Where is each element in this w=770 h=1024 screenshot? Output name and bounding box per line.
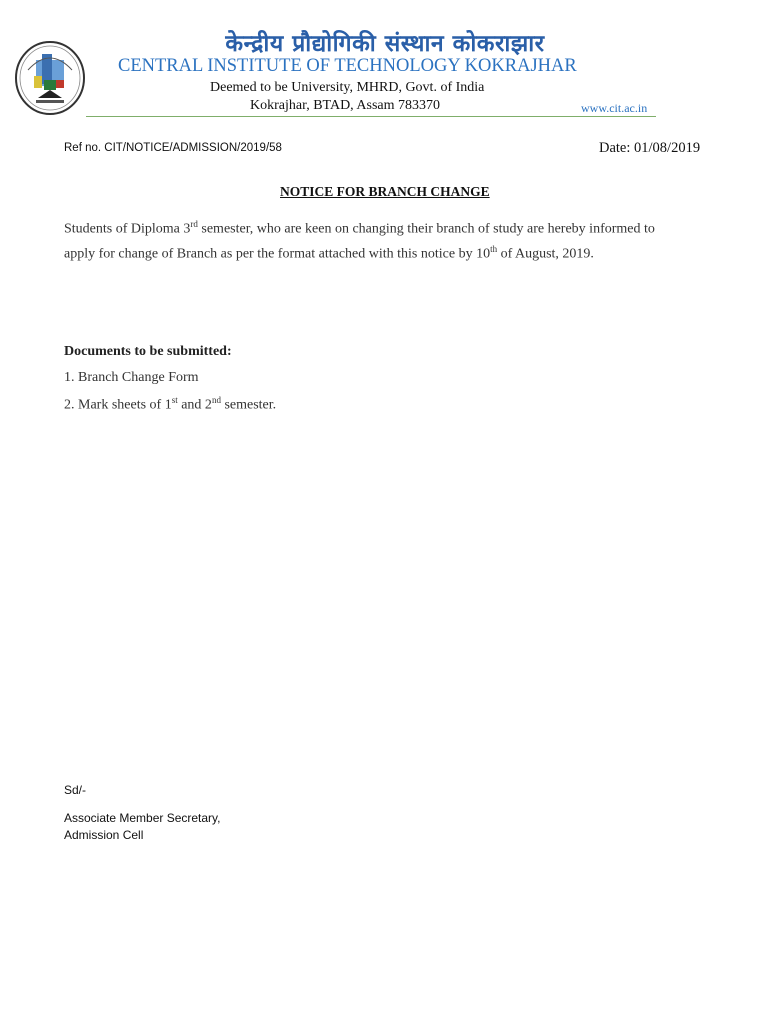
address-line: Kokrajhar, BTAD, Assam 783370	[250, 98, 441, 113]
document-item-1: 1. Branch Change Form	[64, 370, 199, 385]
signature-mark: Sd/-	[64, 783, 87, 797]
notice-body-line-2: apply for change of Branch as per the format attached with this notice by 10th of August, 2019.	[64, 244, 594, 262]
notice-date: Date: 01/08/2019	[599, 140, 701, 156]
affiliation-line: Deemed to be University, MHRD, Govt. of India	[210, 80, 485, 95]
header-divider	[86, 116, 656, 117]
reference-number: Ref no. CIT/NOTICE/ADMISSION/2019/58	[64, 142, 282, 154]
institute-name-hindi: केन्द्रीय प्रौद्योगिकी संस्थान कोकराझार	[225, 31, 545, 57]
website-link[interactable]: www.cit.ac.in	[581, 101, 648, 115]
notice-body-line-1: Students of Diploma 3rd semester, who are keen on changing their branch of study are hereby informed to	[64, 219, 655, 237]
signatory-designation: Associate Member Secretary,	[64, 811, 221, 825]
notice-title: NOTICE FOR BRANCH CHANGE	[280, 184, 490, 199]
documents-heading: Documents to be submitted:	[64, 344, 232, 359]
document-item-2: 2. Mark sheets of 1st and 2nd semester.	[64, 395, 277, 413]
institute-name: CENTRAL INSTITUTE OF TECHNOLOGY KOKRAJHAR	[118, 56, 577, 76]
signatory-department: Admission Cell	[64, 828, 144, 842]
